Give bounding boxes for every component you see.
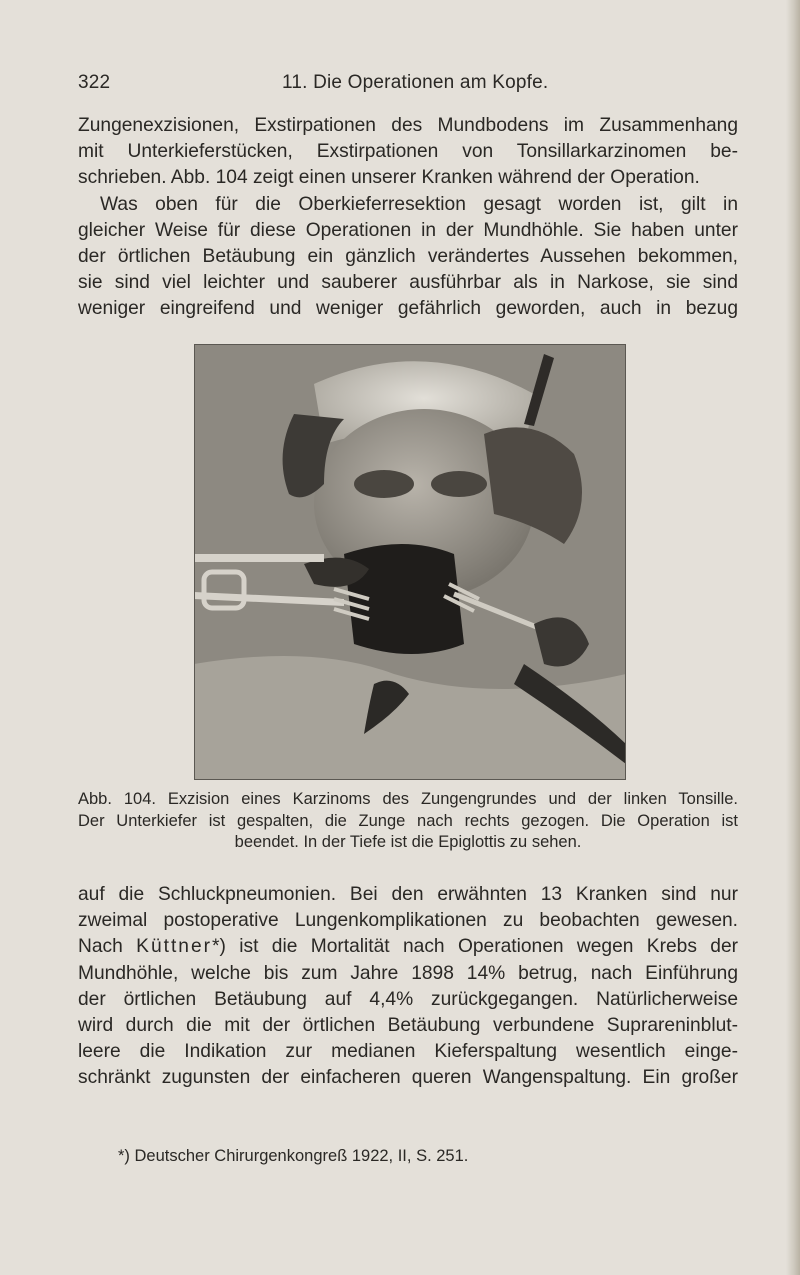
text-line: leere die Indikation zur medianen Kieferspaltung wesentlich einge- [78, 1041, 738, 1063]
caption-line: beendet. In der Tiefe ist die Epiglottis zu sehen. [234, 833, 582, 851]
text-line [78, 934, 738, 960]
text-line: schränkt zugunsten der einfacheren queren Wangenspaltung. Ein großer [78, 1067, 738, 1089]
text-line: gleicher Weise für diese Operationen in der Mundhöhle. Sie haben unter [78, 219, 738, 241]
caption-line: Der Unterkiefer ist gespalten, die Zunge nach rechts gezogen. Die Operation ist [78, 811, 738, 830]
text-line: Mundhöhle, welche bis zum Jahre 1898 14% betrug, nach Einführung [78, 962, 738, 984]
figure-104-photo [194, 344, 626, 780]
footnote: *) Deutscher Chirurgenkongreß 1922, II, S. 251. [118, 1147, 469, 1165]
text-line: Was oben für die Oberkieferresektion gesagt worden ist, gilt in [100, 193, 738, 215]
text-fragment: *) ist die Mortalität nach Operationen wegen Krebs der [212, 936, 739, 958]
text-line: der örtlichen Betäubung ein gänzlich verändertes Aussehen bekommen, [78, 246, 738, 267]
figure-caption [78, 789, 738, 854]
text-line: weniger eingreifend und weniger gefährlich geworden, auch in bezug [78, 298, 738, 320]
author-name: Küttner [136, 936, 213, 958]
paragraph-1 [78, 113, 738, 192]
text-line: zweimal postoperative Lungenkomplikationen zu beobachten gewesen. [78, 910, 738, 932]
text-fragment: Nach [78, 936, 137, 958]
text-line: auf die Schluckpneumonien. Bei den erwähnten 13 Kranken sind nur [78, 884, 738, 905]
text-line: mit Unterkieferstücken, Exstirpationen von Tonsillarkarzinomen be- [78, 141, 738, 163]
page-number: 322 [78, 72, 111, 93]
paragraph-2 [78, 192, 738, 323]
page-edge-shadow [786, 0, 800, 1275]
text-line: wird durch die mit der örtlichen Betäubung verbundene Suprareninblut- [78, 1015, 738, 1037]
text-line: Zungenexzisionen, Exstirpationen des Mundbodens im Zusammenhang [78, 115, 738, 136]
text-line: schrieben. Abb. 104 zeigt einen unserer Kranken während der Operation. [78, 167, 700, 189]
text-line: der örtlichen Betäubung auf 4,4% zurückgegangen. Natürlicherweise [78, 988, 738, 1010]
paragraph-3 [78, 882, 738, 1092]
text-line: sie sind viel leichter und sauberer ausführbar als in Narkose, sie sind [78, 272, 738, 294]
caption-line: Abb. 104. Exzision eines Karzinoms des Zungengrundes und der linken Tonsille. [78, 790, 738, 808]
running-head: 11. Die Operationen am Kopfe. [282, 72, 549, 93]
